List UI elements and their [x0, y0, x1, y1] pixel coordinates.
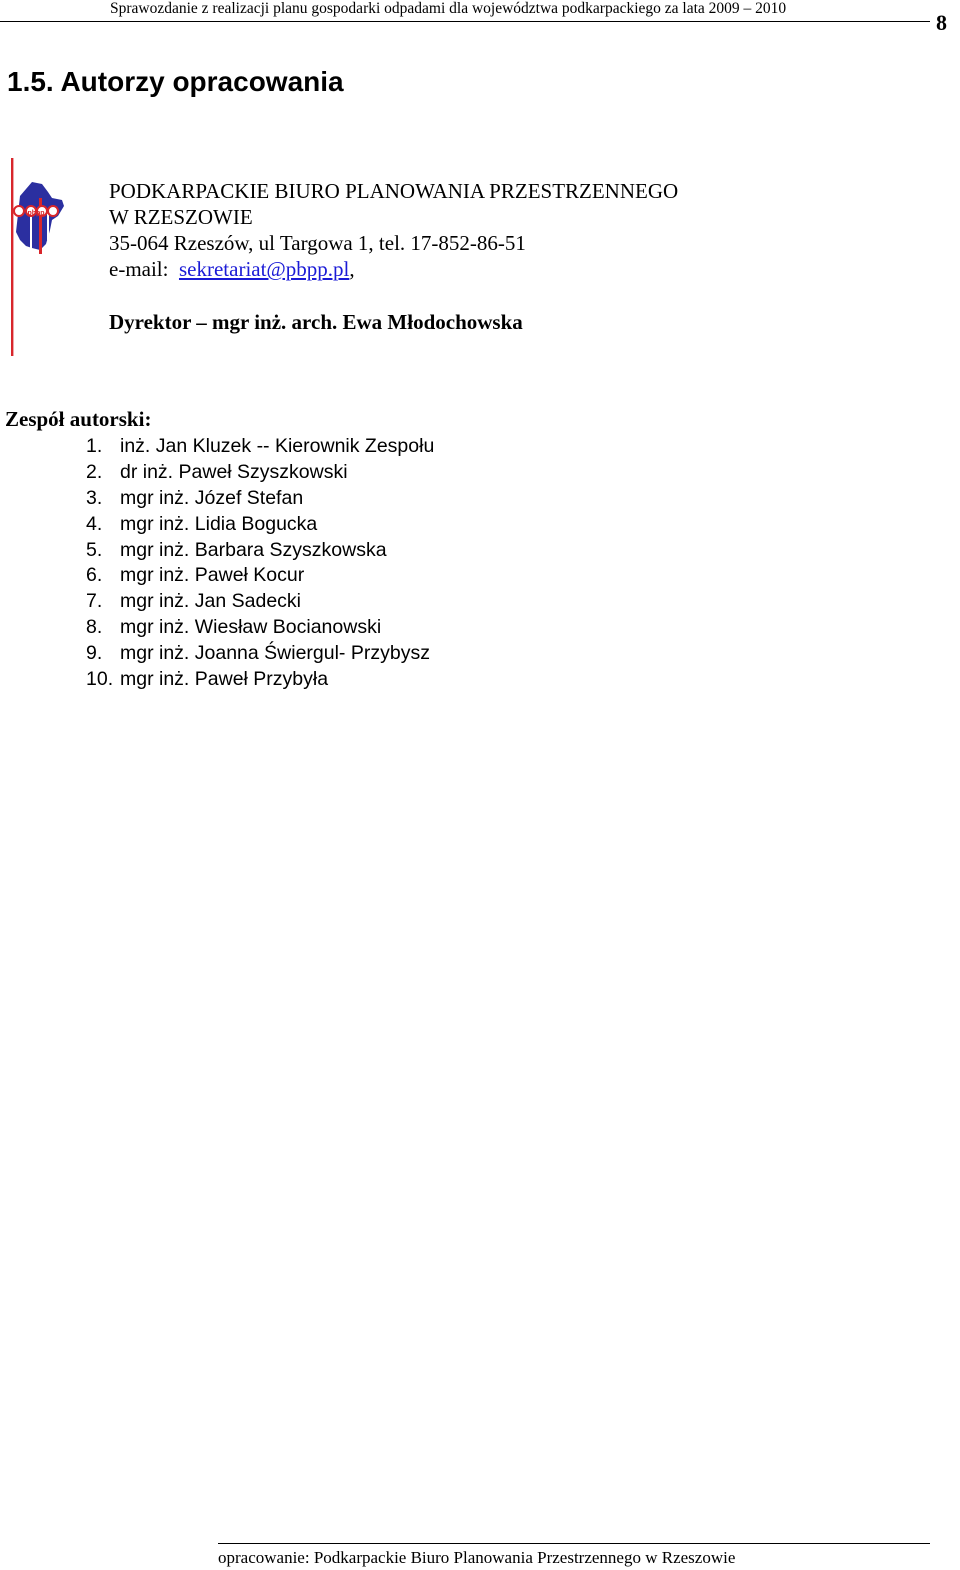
team-member [86, 512, 434, 538]
team-member [86, 563, 434, 589]
team-list [86, 434, 434, 693]
member-name: mgr inż. Jan Sadecki [120, 590, 301, 613]
member-name: mgr inż. Paweł Kocur [120, 564, 305, 587]
member-number: 10. [86, 668, 114, 691]
member-number: 6. [86, 564, 103, 587]
member-name: inż. Jan Kluzek -- Kierownik Zespołu [120, 435, 435, 457]
member-number: 9. [86, 642, 103, 665]
member-name: mgr inż. Paweł Przybyła [120, 668, 329, 691]
organization-name-line1: PODKARPACKIE BIURO PLANOWANIA PRZESTRZENNEGO [109, 179, 679, 203]
team-member [86, 538, 434, 564]
footer-divider [218, 1543, 930, 1544]
member-name: dr inż. Paweł Szyszkowski [120, 460, 348, 483]
member-number: 8. [86, 616, 103, 639]
team-member [86, 460, 434, 486]
team-member [86, 667, 434, 693]
organization-address: 35-064 Rzeszów, ul Targowa 1, tel. 17-852-86-51 [109, 231, 526, 255]
team-member [86, 589, 434, 615]
member-number: 2. [86, 460, 103, 483]
logo-text: pbpp [27, 210, 45, 217]
page-number: 8 [936, 10, 947, 35]
email-link[interactable]: sekretariat@pbpp.pl [178, 257, 350, 281]
email-label: e-mail: [109, 257, 169, 281]
team-heading: Zespół autorski: [5, 407, 152, 431]
running-header: Sprawozdanie z realizacji planu gospodarki odpadami dla województwa podkarpackiego za lata 2009 – 2010 [110, 0, 787, 17]
footer-text: opracowanie: Podkarpackie Biuro Planowania Przestrzennego w Rzeszowie [218, 1548, 736, 1567]
pbpp-logo-icon [6, 158, 68, 356]
organization-name-line2: W RZESZOWIE [109, 205, 253, 229]
team-member [86, 486, 434, 512]
header-divider [0, 21, 930, 22]
team-member [86, 641, 434, 667]
member-number: 3. [86, 486, 103, 509]
team-member [86, 434, 434, 460]
member-name: mgr inż. Lidia Bogucka [120, 512, 318, 535]
team-member [86, 615, 434, 641]
member-number: 5. [86, 538, 103, 561]
director: Dyrektor – mgr inż. arch. Ewa Młodochowska [109, 310, 523, 334]
member-name: mgr inż. Joanna Świergul- Przybysz [120, 642, 430, 665]
member-name: mgr inż. Wiesław Bocianowski [120, 616, 382, 639]
section-title: 1.5. Autorzy opracowania [7, 66, 344, 97]
member-number: 4. [86, 512, 103, 535]
member-number: 7. [86, 590, 103, 613]
member-number: 1. [86, 435, 103, 457]
organization-email-line [109, 256, 678, 282]
email-suffix: , [349, 257, 355, 281]
member-name: mgr inż. Barbara Szyszkowska [120, 538, 387, 561]
member-name: mgr inż. Józef Stefan [120, 486, 304, 509]
organization-block [109, 178, 678, 282]
